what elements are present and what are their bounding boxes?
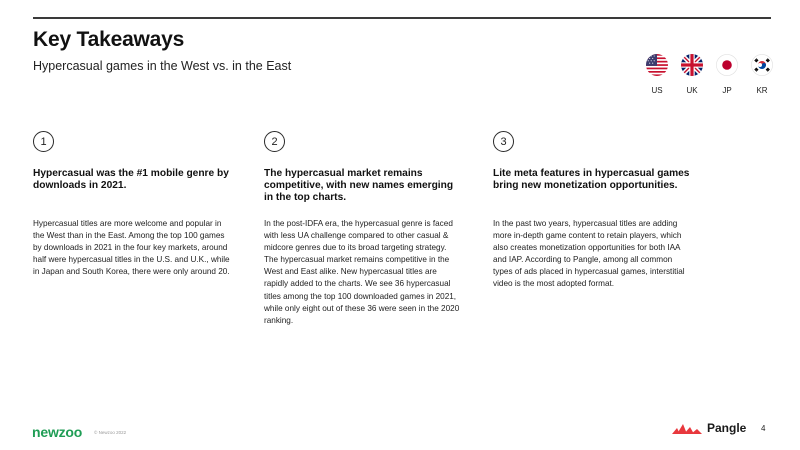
takeaway-column-2 — [264, 131, 462, 327]
takeaway-body-1: Hypercasual titles are more welcome and popular in the West than in the East. Among the top 100 games by downloads in 2021 in the four key markets, around half were hypercasual titles in the U.S. and U.K., while in Japan and South Korea, there were only around 20. — [33, 219, 230, 277]
flag-label-jp: JP — [722, 86, 732, 95]
pangle-mark-icon — [672, 422, 704, 434]
pangle-wordmark: Pangle — [707, 421, 747, 435]
takeaway-heading-1: Hypercasual was the #1 mobile genre by downloads in 2021. — [33, 168, 229, 191]
newzoo-logo: newzoo — [32, 424, 83, 440]
takeaway-number-2: 2 — [264, 131, 285, 152]
page-subtitle: Hypercasual games in the West vs. in the East — [33, 59, 292, 73]
flag-uk — [680, 54, 704, 95]
top-divider — [33, 17, 771, 19]
takeaway-number-1: 1 — [33, 131, 54, 152]
flag-label-uk: UK — [686, 86, 698, 95]
takeaway-column-3 — [493, 131, 691, 291]
flag-jp — [715, 54, 739, 95]
uk-flag-icon — [681, 54, 703, 76]
page-number: 4 — [761, 424, 766, 433]
kr-flag-icon — [751, 54, 773, 76]
takeaway-column-1 — [33, 131, 231, 278]
flag-label-us: US — [651, 86, 663, 95]
flag-label-kr: KR — [756, 86, 768, 95]
takeaway-body-3: In the past two years, hypercasual titles are adding more in-depth game content to retain players, which also creates monetization opportunities for both IAA and IAP. According to Pangle, among all common types of ads placed in hypercasual games, interstitial video is the most adopted format. — [493, 219, 685, 289]
takeaway-heading-3: Lite meta features in hypercasual games bring new monetization opportunities. — [493, 168, 690, 191]
copyright-text: © Newzoo 2022 — [94, 430, 127, 435]
takeaway-number-3: 3 — [493, 131, 514, 152]
takeaway-body-2: In the post-IDFA era, the hypercasual genre is faced with less UA challenge compared to other casual & midcore genres due to its broad targeting strategy. The hypercasual market remains competitive in the West and East alike. New hypercasual titles are rapidly added to the charts. We see 36 hypercasual titles among the top 100 downloaded games in 2021, while only eight out of these 36 were seen in the 2020 ranking. — [264, 219, 460, 325]
flag-us — [645, 54, 669, 95]
country-flags — [644, 54, 774, 98]
flag-kr — [750, 54, 774, 95]
takeaway-heading-2: The hypercasual market remains competitive, with new names emerging in the top charts. — [264, 168, 454, 203]
us-flag-icon — [646, 54, 668, 76]
pangle-logo — [672, 421, 746, 435]
jp-flag-icon — [716, 54, 738, 76]
page-title: Key Takeaways — [33, 28, 185, 51]
